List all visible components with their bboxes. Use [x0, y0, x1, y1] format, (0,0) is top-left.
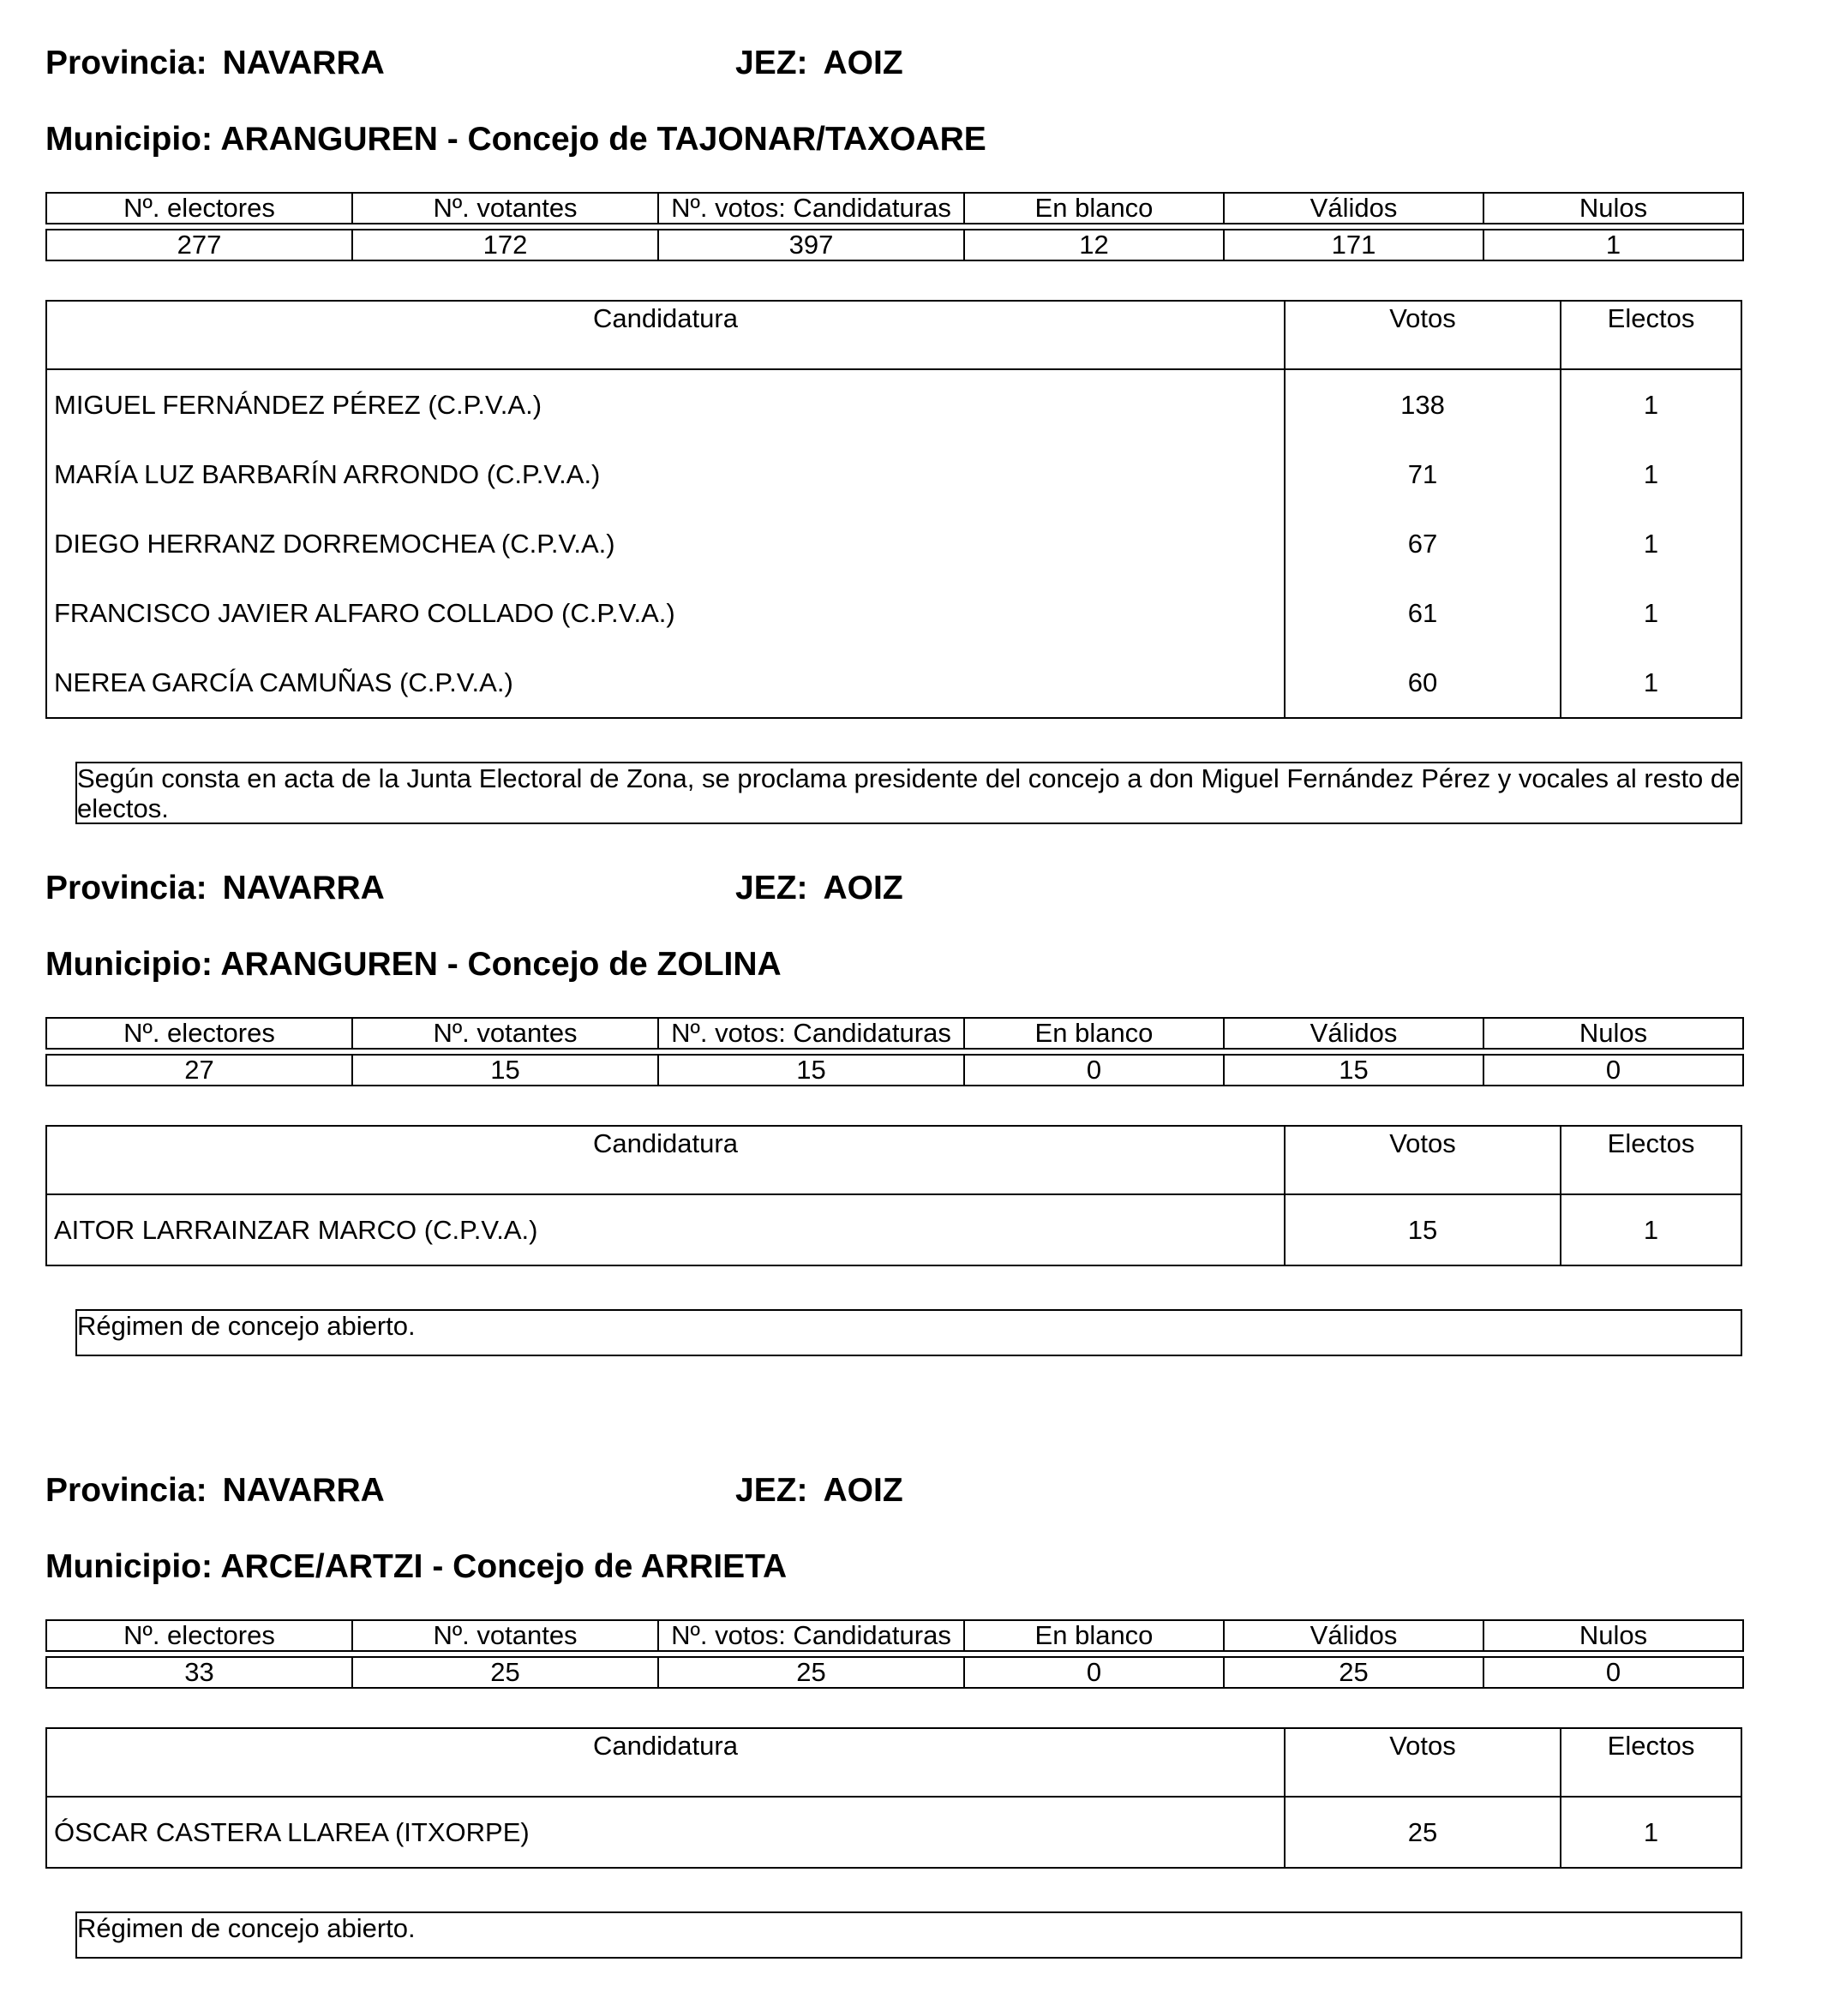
summary-header: Nº. votos: Candidaturas: [658, 1018, 964, 1049]
candidate-votos: 25: [1286, 1798, 1561, 1867]
candidate-electos: 1: [1643, 528, 1659, 559]
summary-header: Válidos: [1224, 1620, 1483, 1651]
candidate-name: DIEGO HERRANZ DORREMOCHEA (C.P.V.A.): [47, 509, 1286, 578]
summary-header: En blanco: [964, 193, 1224, 224]
candidates-header-row: [47, 302, 1741, 370]
jez-header: [735, 870, 903, 907]
jez-header: [735, 45, 903, 82]
summary-table: [45, 192, 1744, 261]
summary-header: Nulos: [1483, 1620, 1743, 1651]
municipio-value: ARCE/ARTZI - Concejo de ARRIETA: [220, 1548, 788, 1585]
provincia-label: Provincia:: [45, 1472, 207, 1509]
summary-value: 15: [658, 1055, 964, 1086]
provincia-label: Provincia:: [45, 870, 207, 906]
candidates-header-row: [47, 1127, 1741, 1195]
summary-value: 397: [658, 230, 964, 260]
jez-value: AOIZ: [823, 1472, 903, 1509]
summary-header: Nº. electores: [46, 1018, 352, 1049]
summary-value: 27: [46, 1055, 352, 1086]
summary-header: Nº. votos: Candidaturas: [658, 193, 964, 224]
summary-header: Válidos: [1224, 193, 1483, 224]
provincia-label: Provincia:: [45, 45, 207, 81]
summary-header: Nº. votos: Candidaturas: [658, 1620, 964, 1651]
provincia-header: [45, 1472, 385, 1510]
summary-value: 15: [352, 1055, 658, 1086]
candidates-body: [47, 370, 1741, 717]
summary-value: 1: [1483, 230, 1743, 260]
candidate-name: ÓSCAR CASTERA LLAREA (ITXORPE): [47, 1798, 1286, 1867]
electos-header: Electos: [1607, 1128, 1695, 1158]
candidates-table: [45, 300, 1742, 719]
summary-value-row: [46, 230, 1743, 260]
candidate-votos: 138: [1286, 370, 1561, 440]
provincia-header: [45, 45, 385, 82]
jez-header: [735, 1472, 903, 1510]
provincia-value: NAVARRA: [222, 870, 385, 906]
summary-header: Nº. electores: [46, 1620, 352, 1651]
candidate-electos: 1: [1643, 667, 1659, 697]
municipio-value: ARANGUREN - Concejo de ZOLINA: [220, 946, 782, 983]
candidate-row: [47, 1798, 1741, 1867]
municipio-value: ARANGUREN - Concejo de TAJONAR/TAXOARE: [220, 121, 986, 158]
summary-header: Nulos: [1483, 193, 1743, 224]
candidate-row: [47, 509, 1741, 578]
municipio-header: [45, 121, 986, 159]
regimen-note: Régimen de concejo abierto.: [75, 1309, 1742, 1356]
municipio-label: Municipio:: [45, 1548, 213, 1585]
candidates-table: [45, 1125, 1742, 1266]
jez-label: JEZ:: [735, 1472, 808, 1509]
municipio-header: [45, 1548, 787, 1586]
candidate-votos: 67: [1286, 509, 1561, 578]
candidate-name: MARÍA LUZ BARBARÍN ARRONDO (C.P.V.A.): [47, 440, 1286, 509]
candidatura-header: Candidatura: [47, 1729, 1286, 1796]
candidate-row: [47, 648, 1741, 717]
jez-value: AOIZ: [823, 45, 903, 81]
summary-value: 171: [1224, 230, 1483, 260]
jez-value: AOIZ: [823, 870, 903, 906]
candidate-votos: 61: [1286, 578, 1561, 648]
provincia-value: NAVARRA: [222, 1472, 385, 1509]
regimen-note: Régimen de concejo abierto.: [75, 1911, 1742, 1959]
summary-value: 15: [1224, 1055, 1483, 1086]
summary-table: [45, 1619, 1744, 1689]
summary-header: Nulos: [1483, 1018, 1743, 1049]
municipio-label: Municipio:: [45, 946, 213, 983]
proclamation-note: Según consta en acta de la Junta Electoral de Zona, se proclama presidente del concejo a don Miguel Fernández Pérez y vocales al resto de electos.: [75, 762, 1742, 824]
candidates-body: [47, 1195, 1741, 1265]
candidate-row: [47, 370, 1741, 440]
candidates-body: [47, 1798, 1741, 1867]
summary-value: 25: [1224, 1657, 1483, 1688]
electos-header: Electos: [1607, 1731, 1695, 1761]
summary-value: 12: [964, 230, 1224, 260]
summary-header: Válidos: [1224, 1018, 1483, 1049]
provincia-header: [45, 870, 385, 907]
summary-header: Nº. votantes: [352, 193, 658, 224]
candidate-row: [47, 1195, 1741, 1265]
votos-header: Votos: [1286, 1729, 1561, 1796]
summary-value: 0: [1483, 1055, 1743, 1086]
summary-value: 172: [352, 230, 658, 260]
summary-value: 0: [1483, 1657, 1743, 1688]
candidates-table: [45, 1727, 1742, 1869]
summary-header: Nº. electores: [46, 193, 352, 224]
candidate-row: [47, 578, 1741, 648]
summary-header-row: [46, 1620, 1743, 1651]
candidate-votos: 71: [1286, 440, 1561, 509]
summary-value-row: [46, 1055, 1743, 1086]
candidate-electos: 1: [1643, 389, 1659, 420]
electos-header: Electos: [1607, 303, 1695, 333]
candidatura-header: Candidatura: [47, 1127, 1286, 1193]
summary-table: [45, 1017, 1744, 1086]
summary-value: 0: [964, 1657, 1224, 1688]
candidatura-header: Candidatura: [47, 302, 1286, 368]
summary-value: 25: [658, 1657, 964, 1688]
summary-header: En blanco: [964, 1620, 1224, 1651]
jez-label: JEZ:: [735, 45, 808, 81]
candidate-votos: 15: [1286, 1195, 1561, 1265]
summary-value-row: [46, 1657, 1743, 1688]
summary-header: Nº. votantes: [352, 1620, 658, 1651]
jez-label: JEZ:: [735, 870, 808, 906]
summary-value: 25: [352, 1657, 658, 1688]
candidate-electos: 1: [1643, 1214, 1659, 1245]
municipio-label: Municipio:: [45, 121, 213, 158]
candidate-name: MIGUEL FERNÁNDEZ PÉREZ (C.P.V.A.): [47, 370, 1286, 440]
summary-header: En blanco: [964, 1018, 1224, 1049]
candidate-name: NEREA GARCÍA CAMUÑAS (C.P.V.A.): [47, 648, 1286, 717]
provincia-value: NAVARRA: [222, 45, 385, 81]
votos-header: Votos: [1286, 302, 1561, 368]
candidate-name: AITOR LARRAINZAR MARCO (C.P.V.A.): [47, 1195, 1286, 1265]
votos-header: Votos: [1286, 1127, 1561, 1193]
candidate-name: FRANCISCO JAVIER ALFARO COLLADO (C.P.V.A.): [47, 578, 1286, 648]
candidate-electos: 1: [1643, 597, 1659, 628]
summary-header: Nº. votantes: [352, 1018, 658, 1049]
summary-header-row: [46, 193, 1743, 224]
municipio-header: [45, 946, 782, 984]
candidates-header-row: [47, 1729, 1741, 1798]
summary-value: 33: [46, 1657, 352, 1688]
candidate-votos: 60: [1286, 648, 1561, 717]
summary-value: 277: [46, 230, 352, 260]
summary-value: 0: [964, 1055, 1224, 1086]
summary-header-row: [46, 1018, 1743, 1049]
candidate-electos: 1: [1643, 1816, 1659, 1847]
candidate-electos: 1: [1643, 458, 1659, 489]
candidate-row: [47, 440, 1741, 509]
